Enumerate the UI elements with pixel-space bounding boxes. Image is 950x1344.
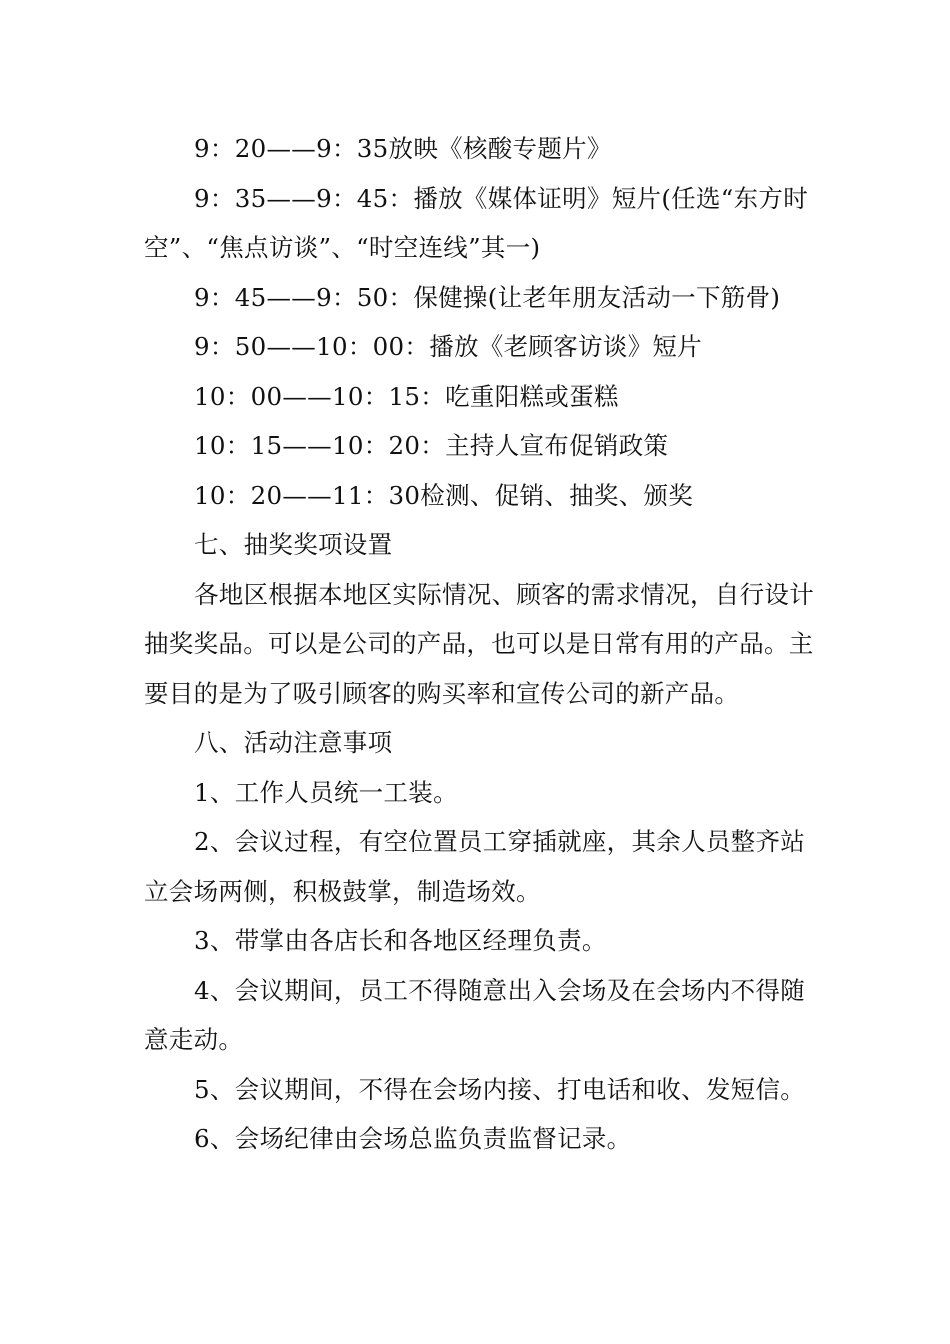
notice-item-2: 2、会议过程，有空位置员工穿插就座，其余人员整齐站立会场两侧，积极鼓掌，制造场效。 [144,827,806,906]
schedule-item-7: 10：20——11：30检测、促销、抽奖、颁奖 [194,480,694,510]
schedule-item-3: 9：45——9：50：保健操(让老年朋友活动一下筋骨) [194,282,781,312]
schedule-item-2: 9：35——9：45：播放《媒体证明》短片(任选“东方时空”、“焦点访谈”、“时空连线”其一) [144,183,809,262]
schedule-item-6: 10：15——10：20：主持人宣布促销政策 [194,431,669,460]
notice-item-6: 6、会场纪律由会场总监负责监督记录。 [194,1124,632,1153]
section-heading-7: 七、抽奖奖项设置 [194,530,393,559]
section-heading-8: 八、活动注意事项 [194,728,393,757]
notice-item-3: 3、带掌由各店长和各地区经理负责。 [194,926,607,955]
prize-paragraph: 各地区根据本地区实际情况、顾客的需求情况，自行设计抽奖奖品。可以是公司的产品，也可以是日常有用的产品。主要目的是为了吸引顾客的购买率和宣传公司的新产品。 [144,579,814,708]
schedule-item-4: 9：50——10：00：播放《老顾客访谈》短片 [194,332,703,361]
notice-item-4: 4、会议期间，员工不得随意出入会场及在会场内不得随意走动。 [144,975,806,1054]
document-body [144,124,814,1164]
notice-item-5: 5、会议期间，不得在会场内接、打电话和收、发短信。 [194,1074,806,1104]
notice-item-1: 1、工作人员统一工装。 [194,777,458,807]
schedule-item-5: 10：00——10：15：吃重阳糕或蛋糕 [194,381,619,411]
schedule-item-1: 9：20——9：35放映《核酸专题片》 [194,134,612,163]
